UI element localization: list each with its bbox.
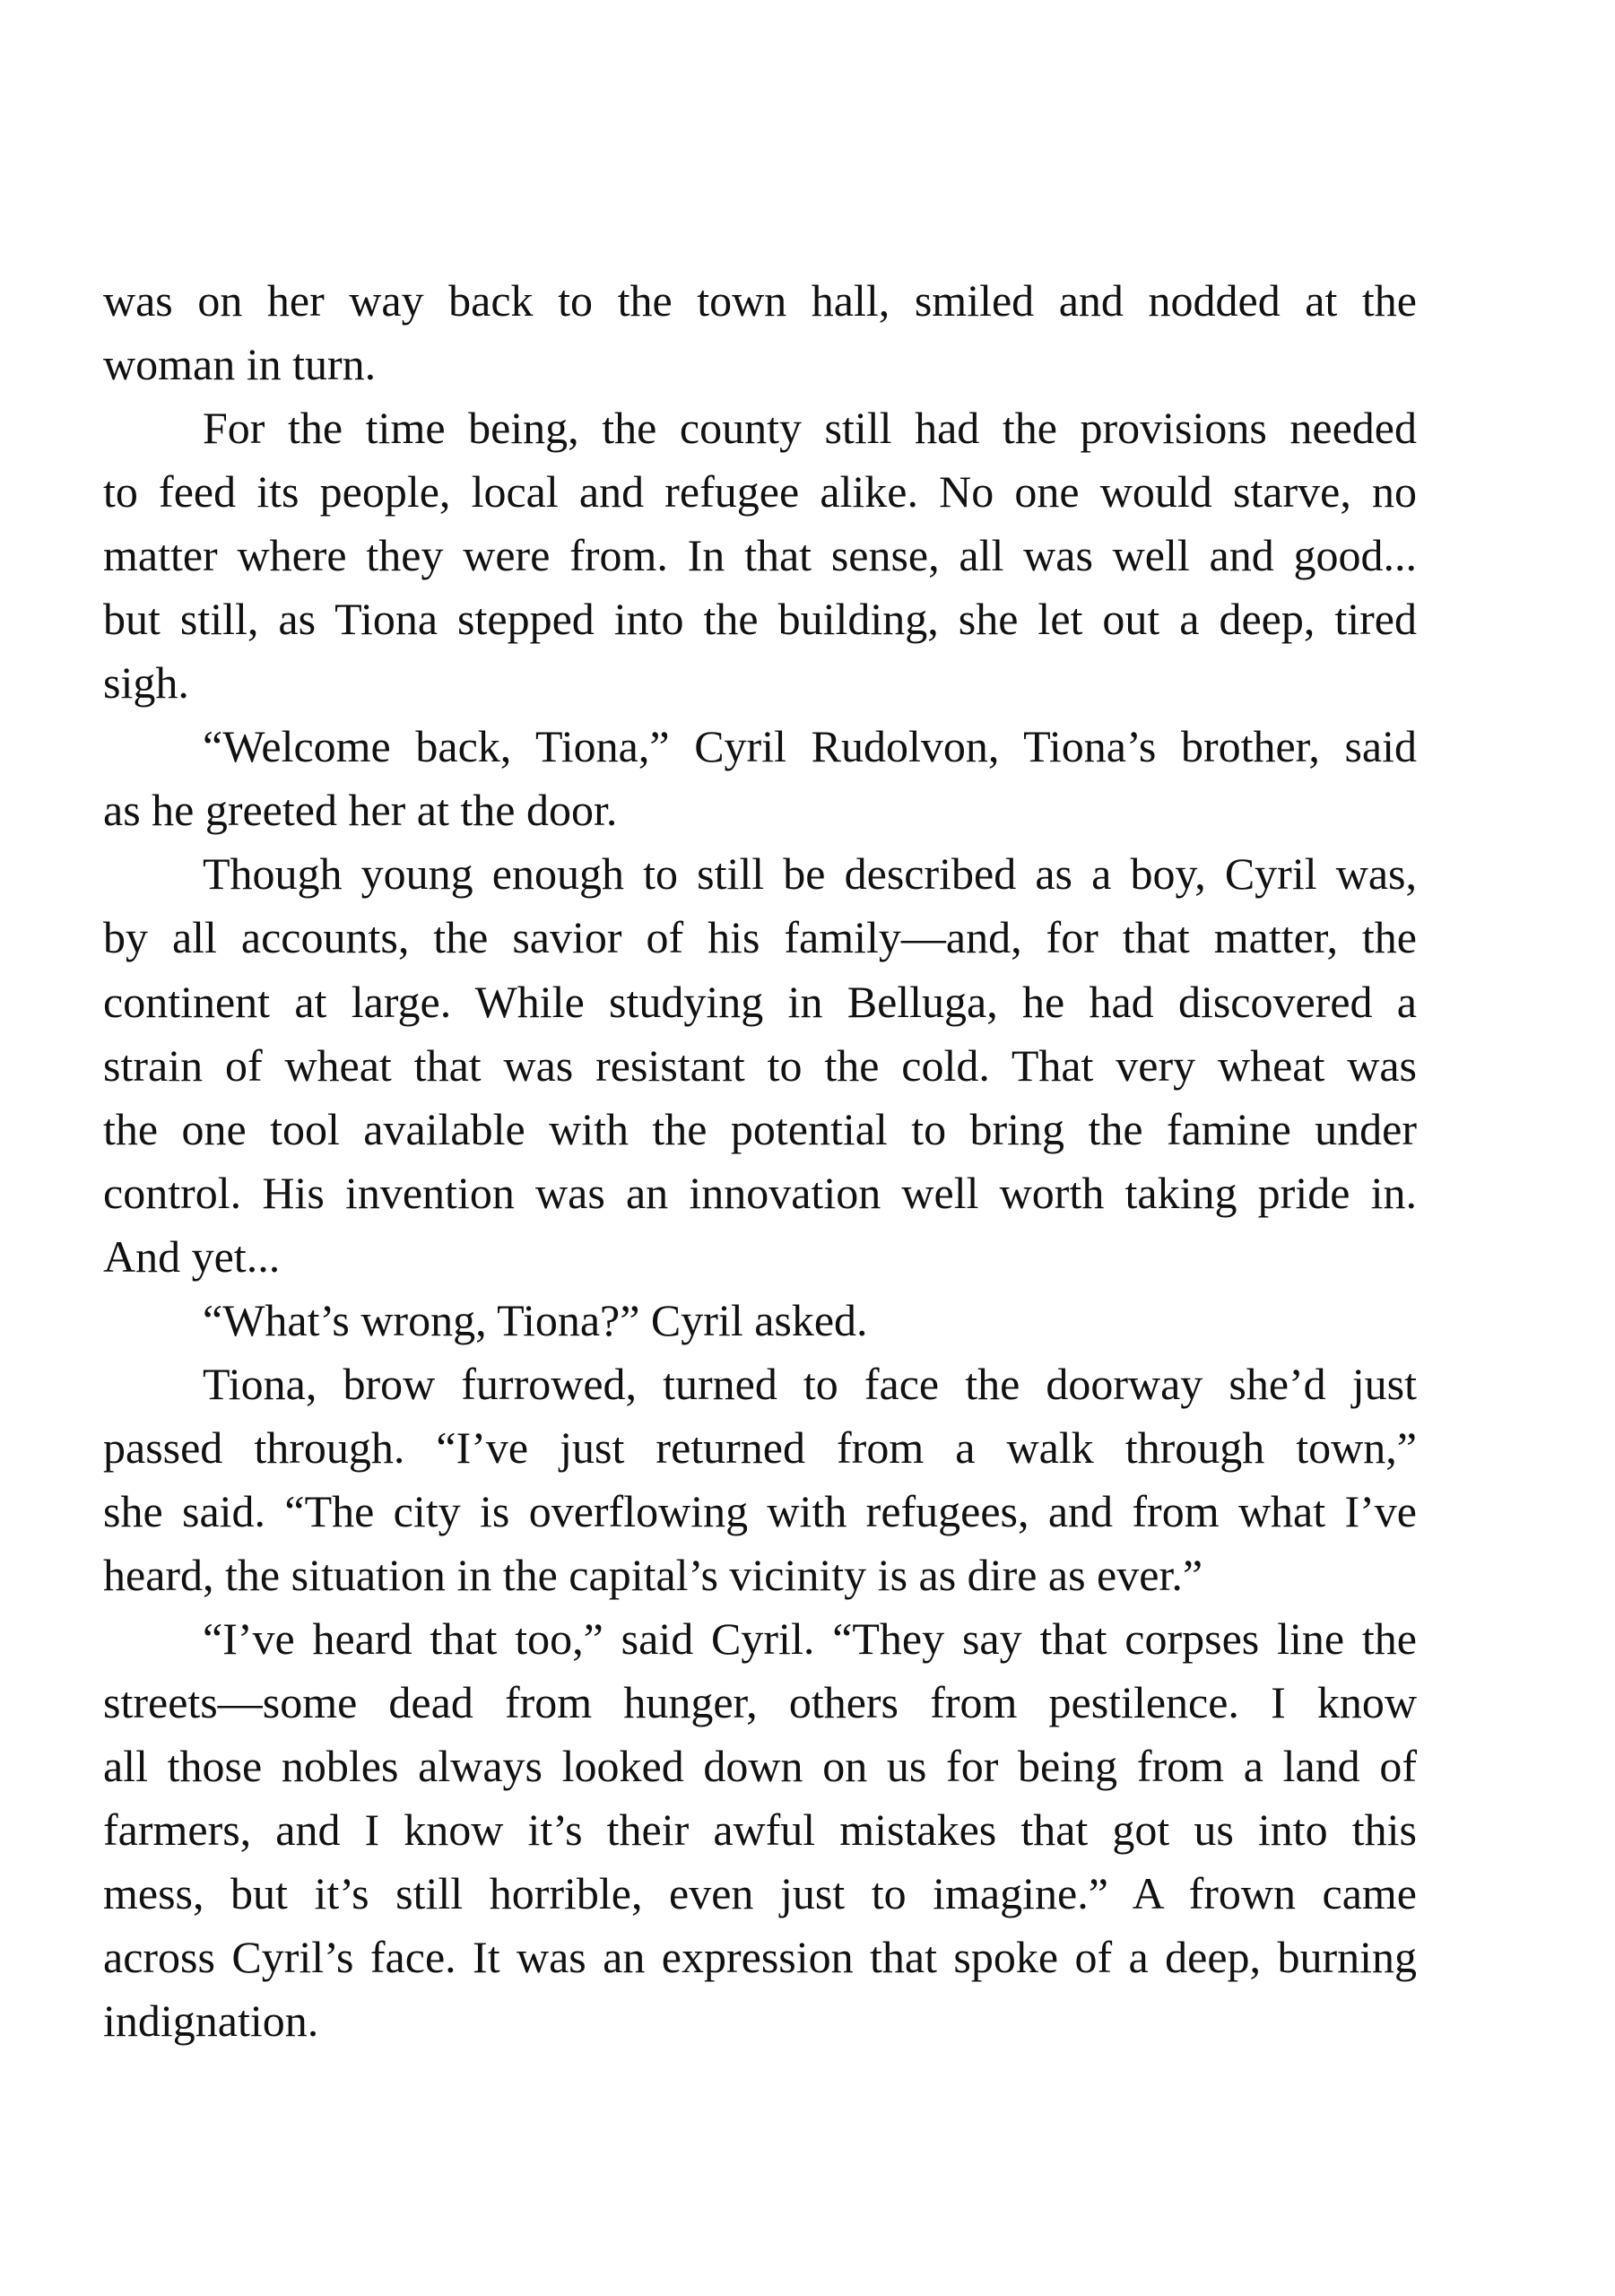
text-line: mess, but it’s still horrible, even just to imagine.” A frown came (103, 1868, 1417, 1919)
text-line: indignation. (103, 1996, 319, 2047)
text-line: sigh. (103, 657, 189, 709)
text-line: the one tool available with the potential to bring the famine under (103, 1103, 1417, 1154)
text-line: Tiona, brow furrowed, turned to face the doorway she’d just (203, 1358, 1417, 1409)
text-line: to feed its people, local and refugee alike. No one would starve, no (103, 466, 1417, 517)
text-line: matter where they were from. In that sense, all was well and good... (103, 530, 1417, 581)
text-line: as he greeted her at the door. (103, 785, 618, 836)
text-line: passed through. “I’ve just returned from a walk through town,” (103, 1422, 1417, 1473)
text-line: For the time being, the county still had the provisions needed (203, 403, 1417, 454)
text-line: “I’ve heard that too,” said Cyril. “They say that corpses line the (203, 1613, 1417, 1664)
text-line: Though young enough to still be described as a boy, Cyril was, (203, 848, 1417, 900)
text-line: “What’s wrong, Tiona?” Cyril asked. (203, 1294, 868, 1345)
text-line: heard, the situation in the capital’s vicinity is as dire as ever.” (103, 1549, 1203, 1600)
text-line: across Cyril’s face. It was an expression that spoke of a deep, burning (103, 1932, 1417, 1983)
text-line: but still, as Tiona stepped into the building, she let out a deep, tired (103, 594, 1417, 645)
text-line: she said. “The city is overflowing with refugees, and from what I’ve (103, 1485, 1417, 1536)
text-line: farmers, and I know it’s their awful mistakes that got us into this (103, 1805, 1417, 1856)
text-line: by all accounts, the savior of his family—and, for that matter, the (103, 912, 1417, 963)
text-line: continent at large. While studying in Belluga, he had discovered a (103, 976, 1417, 1027)
text-line: “Welcome back, Tiona,” Cyril Rudolvon, Tiona’s brother, said (203, 721, 1417, 772)
text-line: was on her way back to the town hall, smiled and nodded at the (103, 275, 1417, 326)
text-line: control. His invention was an innovation well worth taking pride in. (103, 1167, 1417, 1218)
book-page-body (103, 269, 1417, 2053)
text-line: woman in turn. (103, 339, 377, 390)
text-line: streets—some dead from hunger, others from pestilence. I know (103, 1677, 1417, 1728)
text-line: strain of wheat that was resistant to the cold. That very wheat was (103, 1039, 1417, 1091)
text-line: And yet... (103, 1231, 281, 1282)
text-line: all those nobles always looked down on us for being from a land of (103, 1741, 1417, 1792)
